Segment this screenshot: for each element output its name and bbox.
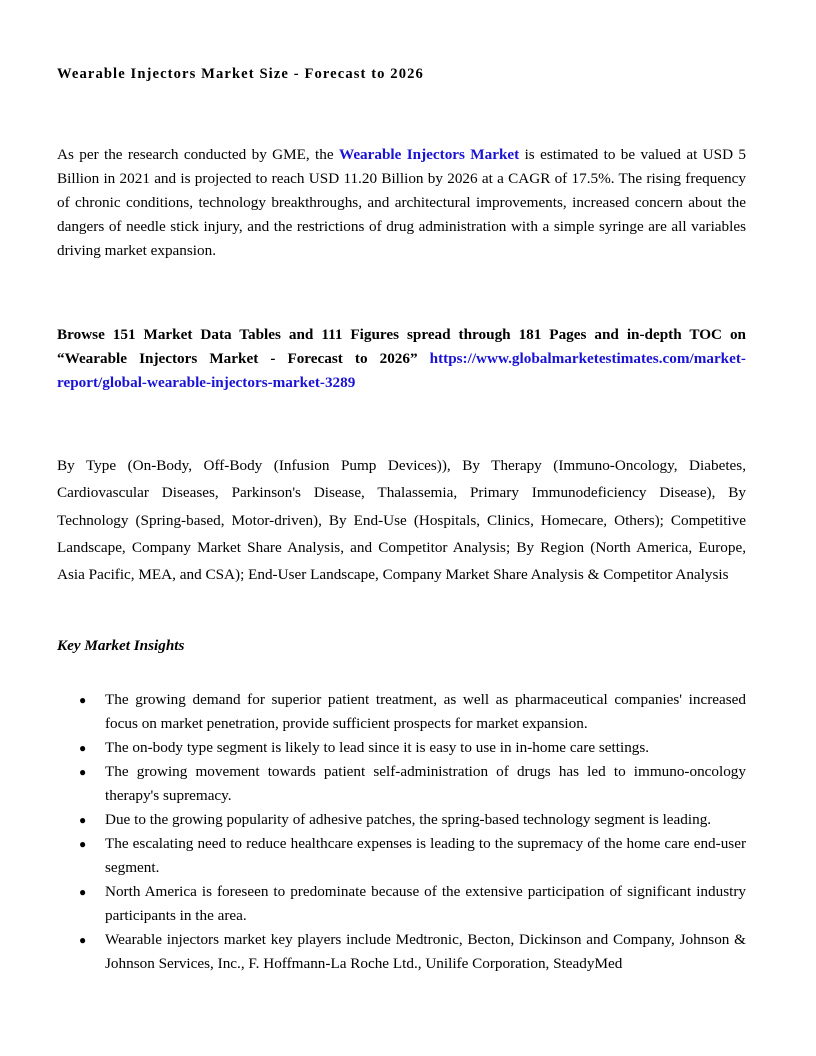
segments-paragraph: By Type (On-Body, Off-Body (Infusion Pump Devices)), By Therapy (Immuno-Oncology, Diabetes, Cardiovascular Diseases, Parkinson's Disease, Thalassemia, Primary Immunodeficiency Disease), By Technology (Spring-based, Motor-driven), By End-Use (Hospitals, Clinics, Homecare, Others); Competitive Landscape, Company Market Share Analysis, and Competitor Analysis; By Region (North America, Europe, Asia Pacific, MEA, and CSA); End-User Landscape, Company Market Share Analysis & Competitor Analysis [57,457,746,584]
bullet-icon: ● [79,885,87,899]
list-item [57,688,746,736]
list-item-text: The escalating need to reduce healthcare expenses is leading to the supremacy of the home care end-user segment. [105,835,746,876]
list-item [57,760,746,808]
bullet-icon: ● [79,813,87,827]
bullet-icon: ● [79,837,87,851]
intro-paragraph [57,143,746,263]
page-title: Wearable Injectors Market Size - Forecast to 2026 [57,66,424,82]
browse-paragraph [57,323,746,395]
bullet-icon: ● [79,765,87,779]
intro-text-before: As per the research conducted by GME, the [57,146,339,163]
report-url-link[interactable]: https://www.globalmarketestimates.com/market-report/global-wearable-injectors-market-3289 [57,350,746,391]
market-link[interactable]: Wearable Injectors Market [338,146,520,163]
list-item [57,880,746,928]
bullet-icon: ● [79,933,87,947]
insights-heading: Key Market Insights [57,637,185,654]
list-item [57,832,746,880]
list-item-text: Wearable injectors market key players include Medtronic, Becton, Dickinson and Company, Johnson & Johnson Services, Inc., F. Hoffmann-La Roche Ltd., Unilife Corporation, SteadyMed [105,931,746,972]
insights-list [57,688,746,976]
list-item-text: The on-body type segment is likely to lead since it is easy to use in in-home care settings. [105,739,650,756]
list-item [57,808,746,832]
intro-text-after: is estimated to be valued at USD 5 Billion in 2021 and is projected to reach USD 11.20 Billion by 2026 at a CAGR of 17.5%. The rising frequency of chronic conditions, technology breakthroughs, and architectural improvements, increased concern about the dangers of needle stick injury, and the restrictions of drug administration with a simple syringe are all variables driving market expansion. [57,146,746,259]
list-item [57,736,746,760]
list-item-text: The growing movement towards patient self-administration of drugs has led to immuno-oncology therapy's supremacy. [105,763,746,804]
browse-text: Browse 151 Market Data Tables and 111 Figures spread through 181 Pages and in-depth TOC on “Wearable Injectors Market - Forecast to 2026” [57,326,746,367]
list-item [57,928,746,976]
bullet-icon: ● [79,741,87,755]
bullet-icon: ● [79,693,87,707]
list-item-text: Due to the growing popularity of adhesive patches, the spring-based technology segment is leading. [105,811,712,828]
list-item-text: North America is foreseen to predominate because of the extensive participation of significant industry participants in the area. [105,883,746,924]
list-item-text: The growing demand for superior patient treatment, as well as pharmaceutical companies' increased focus on market penetration, provide sufficient prospects for market expansion. [105,691,746,732]
